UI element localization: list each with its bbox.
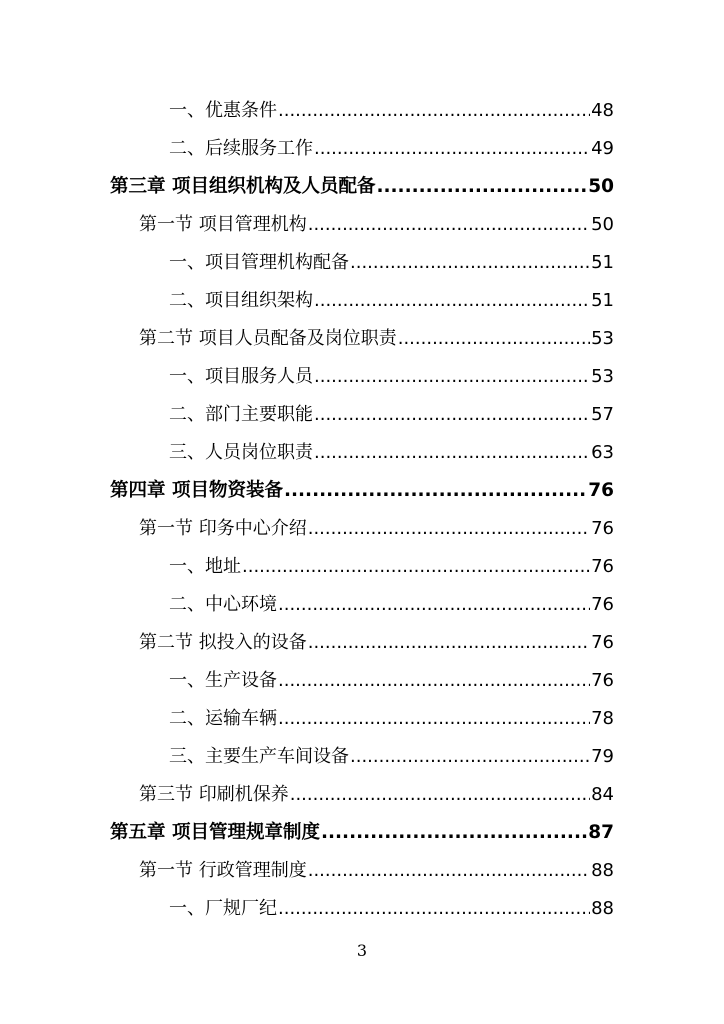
toc-entry-section[interactable] (0, 320, 724, 358)
toc-entry-page-number: 53 (591, 328, 614, 349)
toc-entry-title: 一、厂规厂纪 (169, 898, 277, 919)
toc-entry-title: 二、部门主要职能 (169, 404, 313, 425)
dot-leader (278, 92, 590, 130)
toc-entry-title: 一、项目管理机构配备 (169, 252, 349, 273)
dot-leader (314, 434, 590, 472)
toc-entry-section[interactable] (0, 510, 724, 548)
toc-entry-title: 一、项目服务人员 (169, 366, 313, 387)
toc-entry-title: 一、优惠条件 (169, 100, 277, 121)
toc-entry-page-number: 49 (591, 138, 614, 159)
toc-entry-chapter[interactable] (0, 168, 724, 206)
toc-entry-page-number: 78 (591, 708, 614, 729)
dot-leader (321, 814, 587, 852)
toc-entry-section[interactable] (0, 852, 724, 890)
toc-entry-title: 二、运输车辆 (169, 708, 277, 729)
toc-entry-section[interactable] (0, 624, 724, 662)
dot-leader (314, 358, 590, 396)
toc-entry-page-number: 76 (591, 518, 614, 539)
dot-leader (308, 852, 590, 890)
toc-entry-subsection[interactable] (0, 92, 724, 130)
toc-entry-title: 三、人员岗位职责 (169, 442, 313, 463)
toc-entry-subsection[interactable] (0, 282, 724, 320)
toc-entry-page-number: 57 (591, 404, 614, 425)
toc-entry-title: 二、项目组织架构 (169, 290, 313, 311)
toc-entry-page-number: 76 (591, 556, 614, 577)
toc-entry-chapter[interactable] (0, 814, 724, 852)
toc-entry-page-number: 76 (591, 632, 614, 653)
toc-entry-title: 第三章 项目组织机构及人员配备 (110, 176, 376, 197)
dot-leader (290, 776, 590, 814)
toc-entry-page-number: 76 (591, 594, 614, 615)
toc-entry-subsection[interactable] (0, 700, 724, 738)
toc-entry-title: 第一节 印务中心介绍 (139, 518, 307, 539)
toc-entry-subsection[interactable] (0, 244, 724, 282)
toc-entry-title: 第四章 项目物资装备 (110, 480, 283, 501)
dot-leader (350, 738, 590, 776)
dot-leader (278, 586, 590, 624)
toc-entry-title: 第三节 印刷机保养 (139, 784, 289, 805)
toc-entry-subsection[interactable] (0, 130, 724, 168)
dot-leader (308, 510, 590, 548)
dot-leader (350, 244, 590, 282)
toc-entry-page-number: 76 (588, 480, 614, 501)
dot-leader (242, 548, 590, 586)
toc-entry-section[interactable] (0, 776, 724, 814)
dot-leader (278, 890, 590, 928)
toc-entry-page-number: 51 (591, 252, 614, 273)
toc-entry-chapter[interactable] (0, 472, 724, 510)
dot-leader (278, 700, 590, 738)
dot-leader (314, 396, 590, 434)
toc-entry-title: 三、主要生产车间设备 (169, 746, 349, 767)
toc-entry-page-number: 88 (591, 898, 614, 919)
toc-entry-page-number: 63 (591, 442, 614, 463)
dot-leader (308, 624, 590, 662)
dot-leader (284, 472, 587, 510)
toc-entry-title: 第二节 项目人员配备及岗位职责 (139, 328, 397, 349)
dot-leader (376, 168, 587, 206)
toc-entry-page-number: 50 (588, 176, 614, 197)
table-of-contents (0, 92, 724, 928)
toc-entry-title: 第一节 项目管理机构 (139, 214, 307, 235)
toc-entry-title: 第一节 行政管理制度 (139, 860, 307, 881)
toc-entry-page-number: 53 (591, 366, 614, 387)
dot-leader (314, 130, 590, 168)
toc-entry-subsection[interactable] (0, 586, 724, 624)
toc-entry-title: 一、生产设备 (169, 670, 277, 691)
toc-entry-subsection[interactable] (0, 396, 724, 434)
dot-leader (314, 282, 590, 320)
toc-entry-page-number: 51 (591, 290, 614, 311)
toc-entry-title: 第五章 项目管理规章制度 (110, 822, 320, 843)
dot-leader (308, 206, 590, 244)
toc-entry-title: 一、地址 (169, 556, 241, 577)
toc-entry-page-number: 88 (591, 860, 614, 881)
toc-entry-subsection[interactable] (0, 358, 724, 396)
dot-leader (398, 320, 590, 358)
toc-entry-page-number: 50 (591, 214, 614, 235)
toc-entry-page-number: 84 (591, 784, 614, 805)
dot-leader (278, 662, 590, 700)
toc-entry-title: 二、后续服务工作 (169, 138, 313, 159)
toc-entry-page-number: 79 (591, 746, 614, 767)
toc-entry-title: 第二节 拟投入的设备 (139, 632, 307, 653)
toc-entry-subsection[interactable] (0, 662, 724, 700)
toc-entry-subsection[interactable] (0, 890, 724, 928)
toc-entry-page-number: 87 (588, 822, 614, 843)
toc-entry-page-number: 48 (591, 100, 614, 121)
toc-entry-page-number: 76 (591, 670, 614, 691)
toc-entry-subsection[interactable] (0, 548, 724, 586)
toc-entry-title: 二、中心环境 (169, 594, 277, 615)
page-number: 3 (356, 941, 368, 960)
toc-entry-section[interactable] (0, 206, 724, 244)
toc-entry-subsection[interactable] (0, 434, 724, 472)
toc-entry-subsection[interactable] (0, 738, 724, 776)
